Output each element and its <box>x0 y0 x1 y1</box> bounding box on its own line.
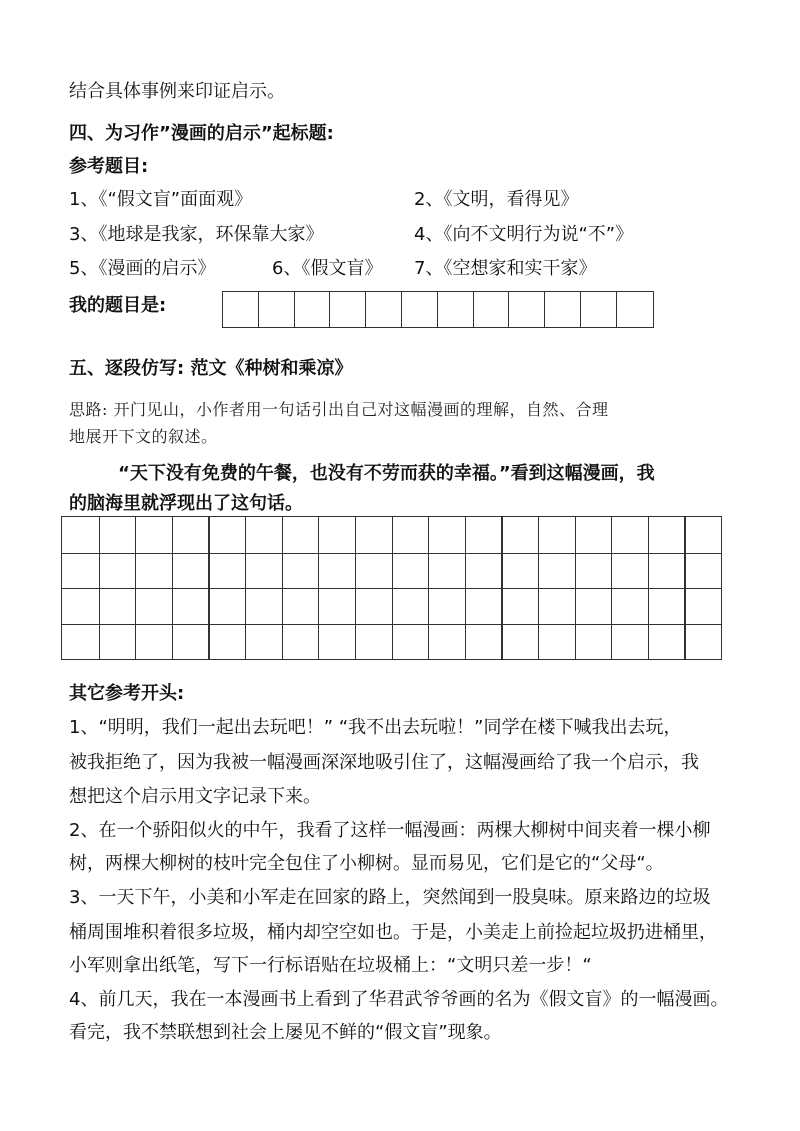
reference-title-5: 5、《漫画的启示》 <box>69 258 216 279</box>
opening-line: 树，两棵大柳树的枝叶完全包住了小柳树。显而易见，它们是它的“父母“。 <box>69 853 664 874</box>
opening-line: 4、前几天，我在一本漫画书上看到了华君武爷爷画的名为《假文盲》的一幅漫画。 <box>69 989 729 1010</box>
opening-line: 被我拒绝了，因为我被一幅漫画深深地吸引住了，这幅漫画给了我一个启示，我 <box>69 752 699 773</box>
title-box-cell[interactable] <box>295 292 331 327</box>
writing-grid[interactable] <box>61 516 722 660</box>
section4-heading: 四、为习作”漫画的启示”起标题: <box>69 123 334 144</box>
grid-column-line <box>245 517 246 659</box>
section5-heading: 五、逐段仿写: 范文《种树和乘凉》 <box>69 358 353 379</box>
opening-line: 小军则拿出纸笔，写下一行标语贴在垃圾桶上：“文明只差一步！“ <box>69 955 592 976</box>
thinking-line-1: 思路: 开门见山，小作者用一句话引出自己对这幅漫画的理解，自然、合理 <box>69 400 609 419</box>
opening-line: 想把这个启示用文字记录下来。 <box>69 786 321 807</box>
grid-column-line <box>392 517 393 659</box>
opening-line: 看完，我不禁联想到社会上屡见不鲜的“假文盲”现象。 <box>69 1022 502 1043</box>
grid-column-line <box>538 517 539 659</box>
grid-column-line <box>355 517 356 659</box>
title-box-cell[interactable] <box>509 292 545 327</box>
grid-column-line <box>135 517 136 659</box>
grid-column-line <box>611 517 612 659</box>
title-box-cell[interactable] <box>474 292 510 327</box>
grid-column-line <box>465 517 466 659</box>
title-box-cell[interactable] <box>438 292 474 327</box>
reference-title-6: 6、《假文盲》 <box>272 258 383 279</box>
model-quote-line-1: “天下没有免费的午餐，也没有不劳而获的幸福。”看到这幅漫画，我 <box>118 463 655 484</box>
reference-title-3: 3、《地球是我家，环保靠大家》 <box>69 224 324 245</box>
title-box-cell[interactable] <box>402 292 438 327</box>
grid-column-line <box>575 517 576 659</box>
grid-column-line <box>428 517 429 659</box>
title-box-cell[interactable] <box>259 292 295 327</box>
title-box-cell[interactable] <box>366 292 402 327</box>
model-quote-line-2: 的脑海里就浮现出了这句话。 <box>69 493 303 514</box>
reference-title-1: 1、《“假文盲”面面观》 <box>69 189 253 210</box>
grid-column-line <box>172 517 173 659</box>
my-title-boxes[interactable] <box>222 291 654 328</box>
reference-title-4: 4、《向不文明行为说“不”》 <box>414 224 634 245</box>
my-title-label: 我的题目是: <box>69 295 167 316</box>
opening-line: 桶周围堆积着很多垃圾，桶内却空空如也。于是，小美走上前捡起垃圾扔进桶里， <box>69 922 717 943</box>
grid-column-line <box>282 517 283 659</box>
title-box-cell[interactable] <box>545 292 581 327</box>
grid-column-line <box>501 517 502 659</box>
opening-line: 3、一天下午，小美和小军走在回家的路上，突然闻到一股臭味。原来路边的垃圾 <box>69 887 711 908</box>
opening-line: 1、“明明，我们一起出去玩吧！” “我不出去玩啦！”同学在楼下喊我出去玩， <box>69 717 682 738</box>
grid-column-line <box>208 517 209 659</box>
title-box-cell[interactable] <box>581 292 617 327</box>
title-box-cell[interactable] <box>223 292 259 327</box>
title-box-cell[interactable] <box>617 292 653 327</box>
reference-title-7: 7、《空想家和实干家》 <box>414 258 597 279</box>
grid-column-line <box>99 517 100 659</box>
title-box-cell[interactable] <box>330 292 366 327</box>
thinking-line-2: 地展开下文的叙述。 <box>69 427 218 446</box>
grid-column-line <box>684 517 685 659</box>
reference-titles-label: 参考题目: <box>69 156 149 177</box>
reference-title-2: 2、《文明，看得见》 <box>414 189 579 210</box>
intro-line: 结合具体事例来印证启示。 <box>69 81 285 102</box>
opening-line: 2、在一个骄阳似火的中午，我看了这样一幅漫画：两棵大柳树中间夹着一棵小柳 <box>69 820 711 841</box>
grid-column-line <box>648 517 649 659</box>
grid-column-line <box>318 517 319 659</box>
other-openings-heading: 其它参考开头: <box>69 683 185 704</box>
